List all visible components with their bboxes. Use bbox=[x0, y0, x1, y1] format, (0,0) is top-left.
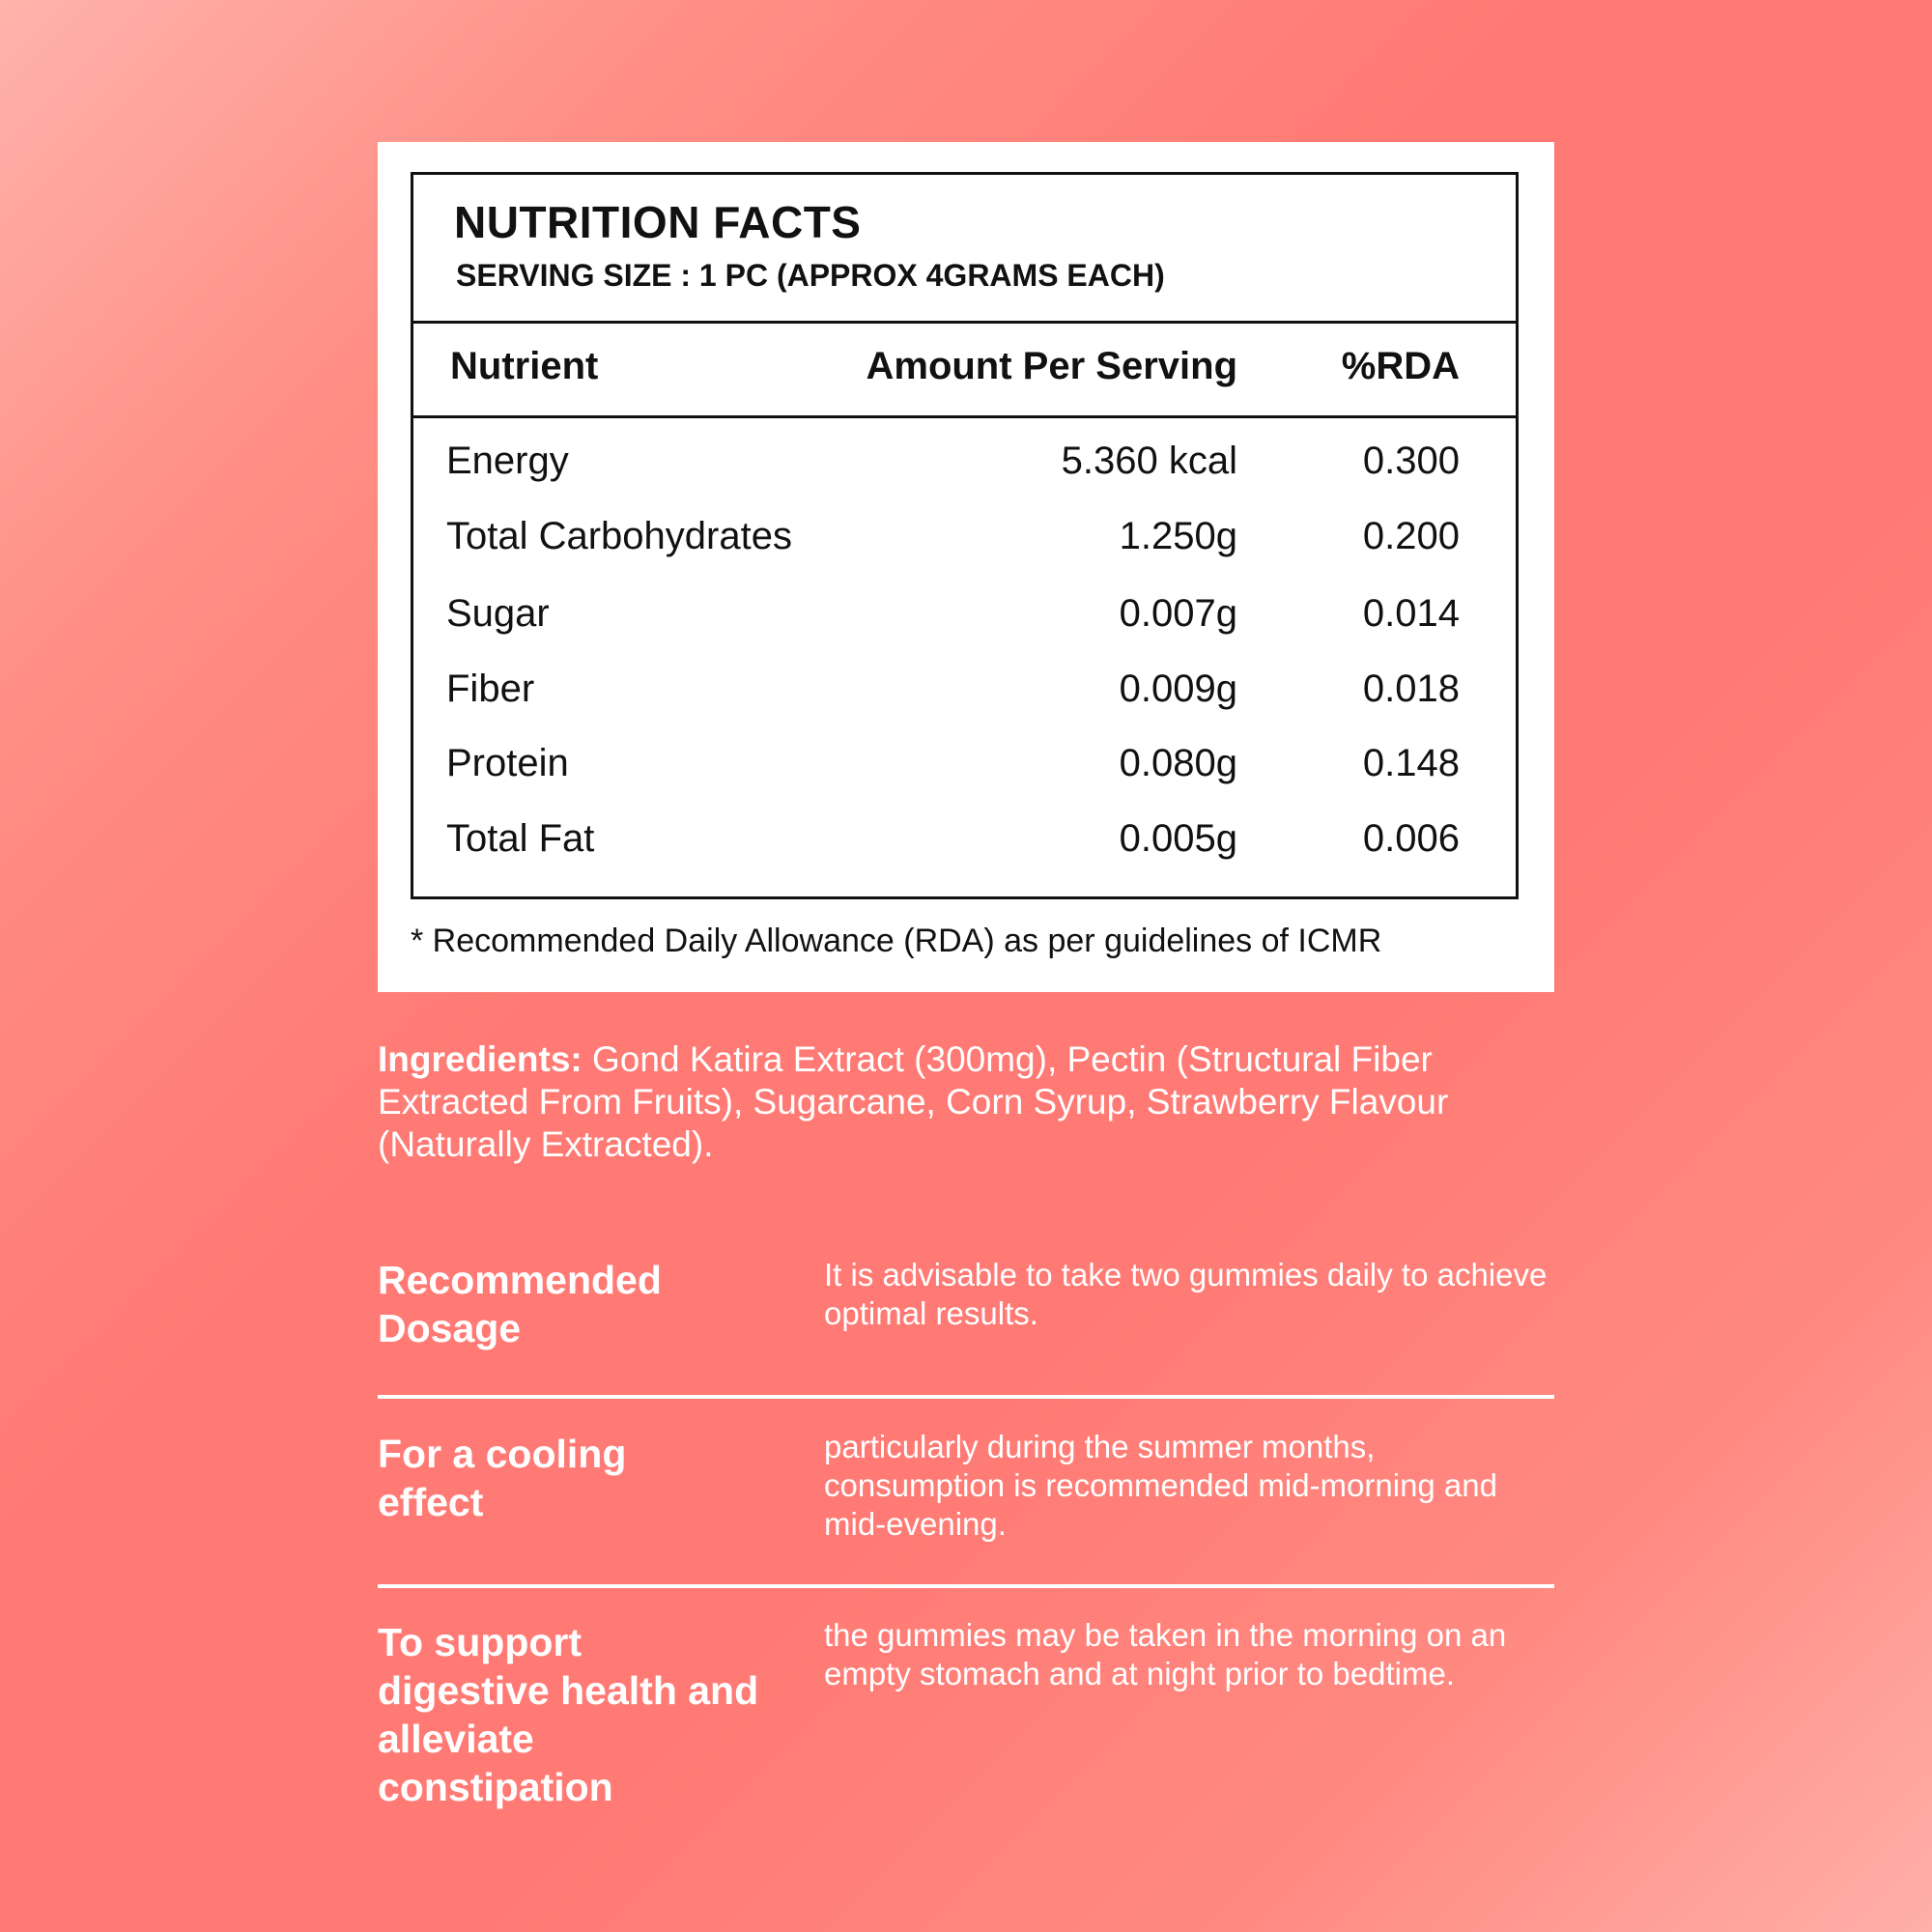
table-row bbox=[413, 817, 1516, 875]
nutrient-name: Sugar bbox=[446, 592, 550, 635]
nutrient-amount: 0.005g bbox=[1119, 817, 1237, 860]
rda-footnote: * Recommended Daily Allowance (RDA) as per guidelines of ICMR bbox=[411, 923, 1382, 959]
column-header-rda: %RDA bbox=[1341, 345, 1460, 387]
section-divider bbox=[378, 1395, 1554, 1399]
table-row bbox=[413, 515, 1516, 573]
dosage-title: To support digestive health and alleviate constipation bbox=[378, 1620, 759, 1809]
nutrient-rda: 0.200 bbox=[1362, 515, 1460, 557]
dosage-text: It is advisable to take two gummies daily to achieve optimal results. bbox=[824, 1257, 1548, 1331]
dosage-text: the gummies may be taken in the morning on an empty stomach and at night prior to bedtime. bbox=[824, 1617, 1507, 1691]
nutrient-rda: 0.018 bbox=[1362, 668, 1460, 710]
column-header-amount: Amount Per Serving bbox=[866, 345, 1237, 387]
nutrient-amount: 0.080g bbox=[1119, 742, 1237, 784]
dosage-title: Recommended Dosage bbox=[378, 1258, 662, 1350]
nutrient-amount: 5.360 kcal bbox=[1061, 440, 1237, 482]
column-header-nutrient: Nutrient bbox=[450, 345, 599, 387]
table-header-row bbox=[413, 324, 1516, 418]
dosage-text: particularly during the summer months, consumption is recommended mid-morning and mid-evening. bbox=[824, 1429, 1497, 1542]
nutrient-amount: 0.007g bbox=[1119, 592, 1237, 635]
table-row bbox=[413, 668, 1516, 725]
serving-size: SERVING SIZE : 1 PC (APPROX 4GRAMS EACH) bbox=[456, 258, 1165, 293]
nutrient-name: Protein bbox=[446, 742, 569, 784]
section-divider bbox=[378, 1584, 1554, 1588]
nutrient-amount: 1.250g bbox=[1119, 515, 1237, 557]
table-row bbox=[413, 592, 1516, 650]
nutrient-name: Fiber bbox=[446, 668, 535, 710]
nutrient-amount: 0.009g bbox=[1119, 668, 1237, 710]
nutrient-rda: 0.006 bbox=[1362, 817, 1460, 860]
table-row bbox=[413, 742, 1516, 800]
facts-title: NUTRITION FACTS bbox=[454, 197, 862, 247]
nutrition-card bbox=[378, 142, 1554, 992]
table-row bbox=[413, 440, 1516, 497]
facts-header bbox=[413, 175, 1516, 324]
ingredients-text: Gond Katira Extract (300mg), Pectin (Structural Fiber Extracted From Fruits), Sugarcane, Corn Syrup, Strawberry Flavour (Naturally Extracted). bbox=[378, 1039, 1449, 1164]
nutrient-rda: 0.014 bbox=[1362, 592, 1460, 635]
dosage-title: For a cooling effect bbox=[378, 1432, 627, 1524]
nutrient-name: Total Fat bbox=[446, 817, 595, 860]
nutrient-rda: 0.148 bbox=[1362, 742, 1460, 784]
nutrient-name: Total Carbohydrates bbox=[446, 515, 792, 557]
nutrient-rda: 0.300 bbox=[1362, 440, 1460, 482]
nutrient-name: Energy bbox=[446, 440, 569, 482]
nutrition-facts-table bbox=[411, 172, 1519, 899]
ingredients-paragraph bbox=[378, 1038, 1566, 1166]
ingredients-label: Ingredients: bbox=[378, 1039, 582, 1079]
